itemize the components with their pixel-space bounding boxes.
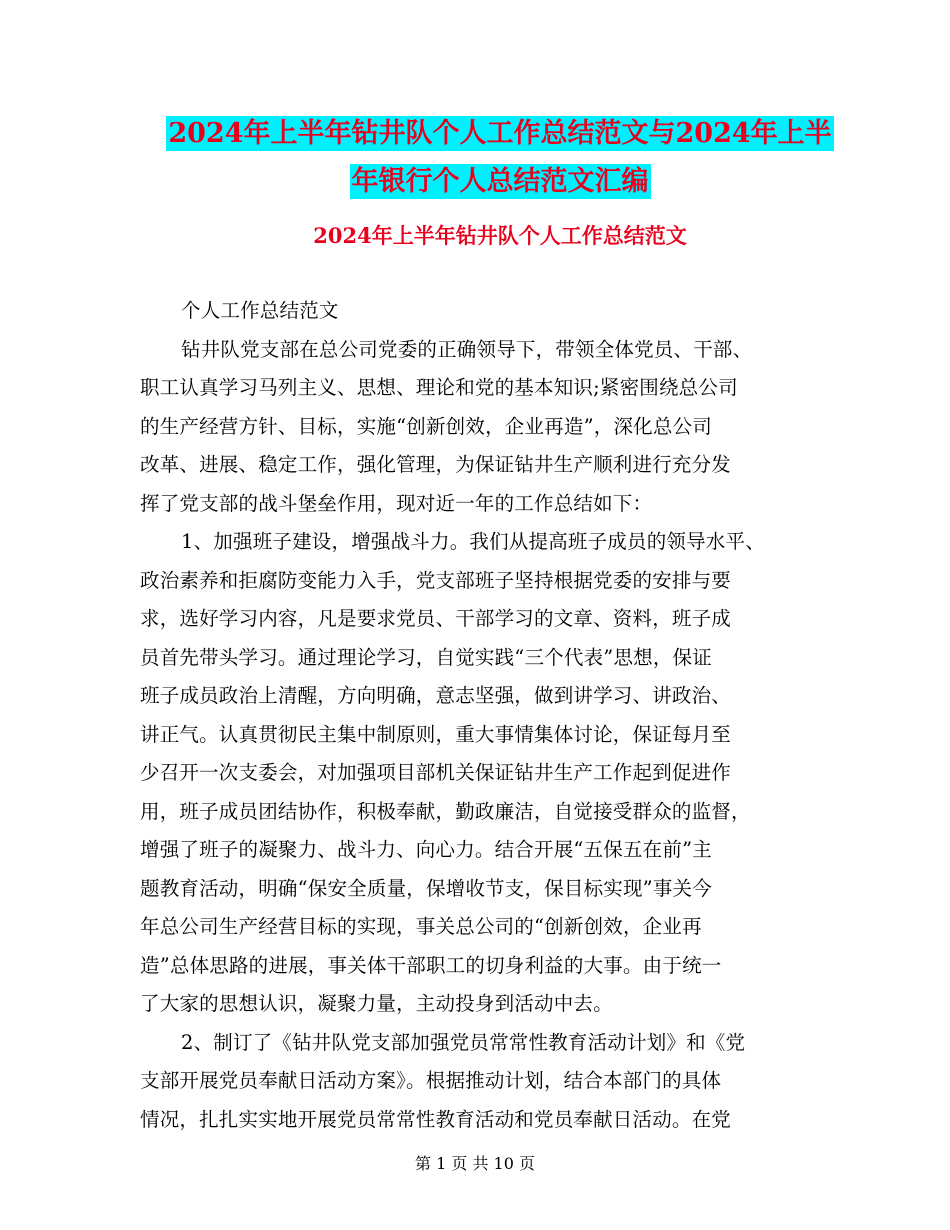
text-line: 了大家的思想认识，凝聚力量，主动投身到活动中去。 — [140, 992, 613, 1015]
text-line: 的生产经营方针、目标，实施“创新创效，企业再造”，深化总公司 — [140, 414, 712, 438]
page-footer: 第 1 页 共 10 页 — [415, 1154, 535, 1173]
text-line: 造”总体思路的进展，事关体干部职工的切身利益的大事。由于统一 — [140, 953, 722, 977]
text-line: 政治素养和拒腐防变能力入手，党支部班子坚持根据党委的安排与要 — [140, 568, 732, 592]
text-line: 年总公司生产经营目标的实现，事关总公司的“创新创效，企业再 — [140, 915, 702, 938]
text-line: 求，选好学习内容，凡是要求党员、干部学习的文章、资料，班子成 — [140, 607, 732, 630]
text-line: 用，班子成员团结协作，积极奉献，勤政廉洁，自觉接受群众的监督， — [140, 799, 751, 823]
text-line: 员首先带头学习。通过理论学习，自觉实践“三个代表”思想，保证 — [140, 645, 712, 669]
text-line: 情况，扎扎实实地开展党员常常性教育活动和党员奉献日活动。在党 — [140, 1107, 732, 1131]
text-line: 个人工作总结范文 — [181, 299, 339, 322]
text-line: 职工认真学习马列主义、思想、理论和党的基本知识;紧密围绕总公司 — [140, 376, 738, 399]
text-line: 改革、进展、稳定工作，强化管理，为保证钻井生产顺利进行充分发 — [140, 453, 732, 476]
text-line: 增强了班子的凝聚力、战斗力、向心力。结合开展“五保五在前”主 — [140, 838, 712, 861]
text-line: 挥了党支部的战斗堡垒作用，现对近一年的工作总结如下： — [140, 491, 653, 515]
text-line: 讲正气。认真贯彻民主集中制原则，重大事情集体讨论，保证每月至 — [140, 722, 732, 746]
text-line: 2、制订了《钻井队党支部加强党员常常性教育活动计划》和《党 — [181, 1030, 746, 1054]
document-title-line-2: 年银行个人总结范文汇编 — [351, 166, 649, 197]
text-line: 钻井队党支部在总公司党委的正确领导下，带领全体党员、干部、 — [181, 337, 753, 361]
text-line: 支部开展党员奉献日活动方案》。根据推动计划，结合本部门的具体 — [140, 1069, 722, 1092]
text-line: 1、加强班子建设，增强战斗力。我们从提高班子成员的领导水平、 — [181, 530, 765, 553]
text-line: 题教育活动，明确“保安全质量，保增收节支，保目标实现”事关今 — [140, 876, 712, 900]
text-line: 少召开一次支委会，对加强项目部机关保证钻井生产工作起到促进作 — [140, 761, 732, 784]
section-title: 2024年上半年钻井队个人工作总结范文 — [313, 223, 687, 248]
body-text — [140, 292, 830, 1139]
document-title — [140, 110, 860, 206]
document-title-line-1: 2024年上半年钻井队个人工作总结范文与2024年上半 — [168, 118, 832, 149]
text-line: 班子成员政治上清醒，方向明确，意志坚强，做到讲学习、讲政治、 — [140, 684, 732, 707]
